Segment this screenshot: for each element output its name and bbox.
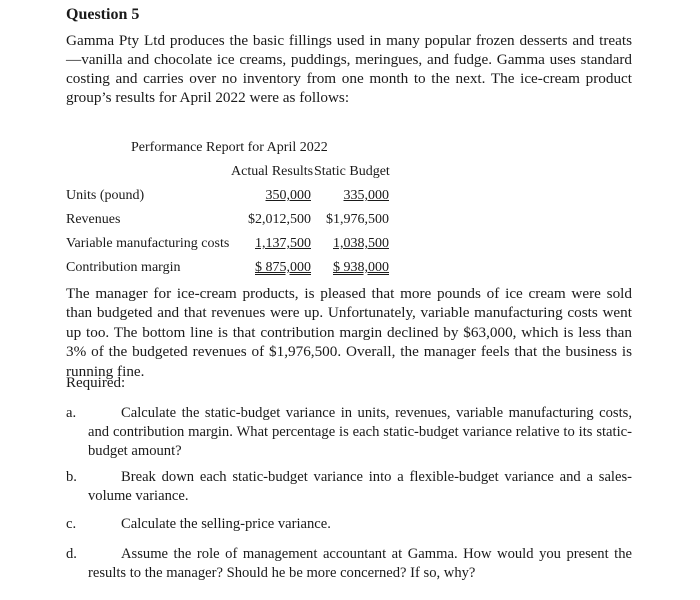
- row-label: Variable manufacturing costs: [66, 236, 230, 251]
- report-title: Performance Report for April 2022: [131, 140, 328, 155]
- actual-value: $ 875,000: [255, 260, 311, 275]
- column-header-actual: Actual Results: [231, 164, 314, 179]
- static-value: $ 938,000: [333, 260, 389, 275]
- static-value: 335,000: [343, 188, 389, 203]
- report-row-contribution-margin: [66, 260, 406, 280]
- actual-value: 1,137,500: [255, 236, 311, 251]
- row-label: Contribution margin: [66, 260, 181, 275]
- item-letter: a.: [66, 405, 77, 421]
- row-label: Revenues: [66, 212, 121, 227]
- item-letter: c.: [66, 516, 77, 532]
- item-text: Break down each static-budget variance into a flexible-budget variance and a sales-volume variance.: [88, 469, 632, 504]
- row-label: Units (pound): [66, 188, 145, 203]
- static-value: 1,038,500: [333, 236, 389, 251]
- discussion-paragraph: The manager for ice-cream products, is pleased that more pounds of ice cream were sold than budgeted and that revenues were up. Unfortunately, variable manufacturing costs went up too. The bottom line is that contribution margin declined by $63,000, which is less than 3% of the budgeted revenues of $1,976,500. Overall, the manager feels that the business is running fine.: [66, 285, 632, 380]
- question-heading: Question 5: [66, 6, 140, 23]
- item-letter: d.: [66, 546, 77, 562]
- actual-value: $2,012,500: [248, 212, 311, 227]
- question-intro-paragraph: Gamma Pty Ltd produces the basic fillings used in many popular frozen desserts and treats—vanilla and chocolate ice creams, puddings, meringues, and fudge. Gamma uses standard costing and carries over no inventory from one month to the next. The ice-cream product group’s results for April 2022 were as follows:: [66, 32, 632, 106]
- static-value: $1,976,500: [326, 212, 389, 227]
- report-row-units: [66, 188, 406, 208]
- item-letter: b.: [66, 469, 77, 485]
- report-row-variable-costs: [66, 236, 406, 256]
- item-text: Assume the role of management accountant at Gamma. How would you present the results to the manager? Should he be more concerned? If so, why?: [88, 546, 632, 581]
- required-label: Required:: [66, 375, 126, 391]
- item-text: Calculate the static-budget variance in units, revenues, variable manufacturing costs, and contribution margin. What percentage is each static-budget variance relative to its static-budget amount?: [88, 405, 632, 459]
- report-row-revenues: [66, 212, 406, 232]
- item-text: Calculate the selling-price variance.: [121, 516, 331, 532]
- actual-value: 350,000: [265, 188, 311, 203]
- column-header-static: Static Budget: [314, 164, 390, 179]
